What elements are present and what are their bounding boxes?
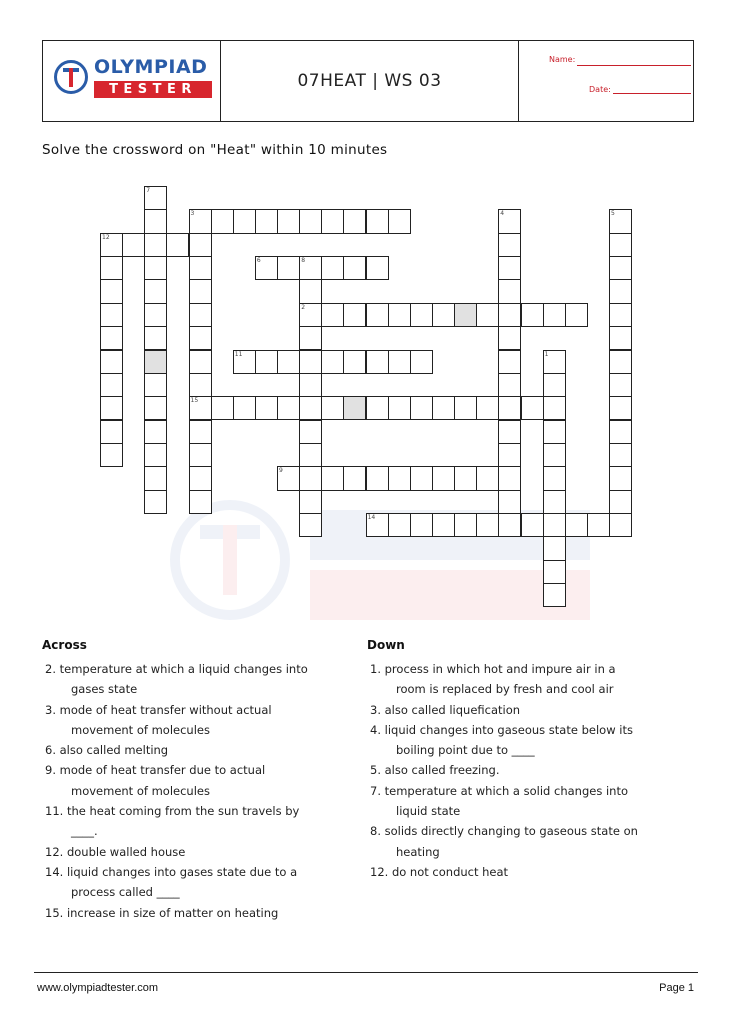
- crossword-cell[interactable]: [233, 396, 256, 420]
- crossword-cell[interactable]: [343, 209, 366, 233]
- crossword-cell[interactable]: [521, 303, 544, 327]
- crossword-cell[interactable]: [388, 209, 411, 233]
- crossword-cell[interactable]: [498, 279, 521, 303]
- crossword-cell[interactable]: [565, 513, 588, 537]
- crossword-cell[interactable]: [211, 396, 234, 420]
- crossword-cell[interactable]: [366, 396, 389, 420]
- crossword-cell[interactable]: [498, 466, 521, 490]
- clue-text: 15. increase in size of matter on heating: [45, 905, 279, 920]
- across-clue: [45, 862, 355, 903]
- down-heading: Down: [367, 638, 405, 652]
- across-heading: Across: [42, 638, 87, 652]
- crossword-cell[interactable]: [565, 303, 588, 327]
- crossword-cell[interactable]: [343, 350, 366, 374]
- clue-text: 4. liquid changes into gaseous state below its: [370, 722, 633, 737]
- crossword-cell[interactable]: [255, 350, 278, 374]
- crossword-cell[interactable]: [255, 209, 278, 233]
- crossword-cell[interactable]: [144, 186, 167, 210]
- clue-continuation: liquid state: [396, 804, 461, 819]
- crossword-cell[interactable]: [233, 209, 256, 233]
- crossword-cell[interactable]: [299, 443, 322, 467]
- crossword-cell[interactable]: [189, 256, 212, 280]
- across-clue: [45, 700, 355, 741]
- crossword-cell[interactable]: [321, 396, 344, 420]
- crossword-cell[interactable]: [366, 466, 389, 490]
- name-field[interactable]: [577, 65, 691, 66]
- clue-text: 14. liquid changes into gases state due to a: [45, 864, 298, 879]
- crossword-cell[interactable]: [299, 466, 322, 490]
- clue-continuation: room is replaced by fresh and cool air: [396, 682, 614, 697]
- crossword-cell[interactable]: [388, 396, 411, 420]
- crossword-cell[interactable]: [609, 513, 632, 537]
- crossword-cell[interactable]: [299, 326, 322, 350]
- clue-number: 4: [500, 210, 505, 218]
- crossword-cell[interactable]: [144, 420, 167, 444]
- crossword-cell[interactable]: [410, 303, 433, 327]
- crossword-cell[interactable]: [498, 420, 521, 444]
- crossword-cell[interactable]: [189, 396, 212, 420]
- crossword-cell[interactable]: [321, 466, 344, 490]
- crossword-cell[interactable]: [100, 256, 123, 280]
- crossword-cell[interactable]: [543, 583, 566, 607]
- crossword-cell[interactable]: [543, 420, 566, 444]
- crossword-cell[interactable]: [498, 443, 521, 467]
- logo-word: OLYMPIAD: [94, 56, 208, 78]
- crossword-cell[interactable]: [388, 350, 411, 374]
- clue-number: 9: [279, 467, 283, 475]
- instruction-text: Solve the crossword on "Heat" within 10 minutes: [42, 142, 388, 158]
- crossword-cell[interactable]: [189, 466, 212, 490]
- crossword-cell[interactable]: [299, 420, 322, 444]
- crossword-cell[interactable]: [543, 513, 566, 537]
- crossword-cell[interactable]: [144, 256, 167, 280]
- crossword-cell[interactable]: [343, 466, 366, 490]
- crossword-cell[interactable]: [498, 350, 521, 374]
- clue-number: 12: [102, 233, 110, 241]
- crossword-cell[interactable]: [543, 443, 566, 467]
- clue-text: 7. temperature at which a solid changes into: [370, 783, 629, 798]
- crossword-cell[interactable]: [299, 490, 322, 514]
- crossword-cell[interactable]: [100, 396, 123, 420]
- crossword-cell[interactable]: [432, 466, 455, 490]
- crossword-cell[interactable]: [609, 279, 632, 303]
- clue-text: 5. also called freezing.: [370, 763, 500, 778]
- crossword-cell[interactable]: [100, 279, 123, 303]
- crossword-cell[interactable]: [609, 420, 632, 444]
- crossword-cell[interactable]: [321, 209, 344, 233]
- date-label: Date:: [589, 85, 611, 94]
- crossword-cell[interactable]: [277, 396, 300, 420]
- clue-continuation: process called ____: [71, 885, 180, 900]
- crossword-cell[interactable]: [498, 303, 521, 327]
- crossword-cell[interactable]: [476, 396, 499, 420]
- crossword-cell[interactable]: [100, 303, 123, 327]
- crossword-cell[interactable]: [543, 303, 566, 327]
- across-clue: [45, 801, 355, 842]
- crossword-cell[interactable]: [366, 256, 389, 280]
- crossword-cell[interactable]: [609, 396, 632, 420]
- crossword-cell[interactable]: [543, 466, 566, 490]
- crossword-cell[interactable]: [410, 350, 433, 374]
- crossword-cell[interactable]: [299, 279, 322, 303]
- crossword-cell[interactable]: [100, 326, 123, 350]
- crossword-cell[interactable]: [233, 350, 256, 374]
- crossword-cell[interactable]: [343, 256, 366, 280]
- crossword-cell[interactable]: [366, 513, 389, 537]
- crossword-cell[interactable]: [122, 233, 145, 257]
- crossword-cell[interactable]: [100, 420, 123, 444]
- crossword-cell[interactable]: [166, 233, 189, 257]
- across-clues: [45, 659, 355, 923]
- clue-number: 11: [234, 350, 243, 358]
- crossword-cell[interactable]: [189, 350, 212, 374]
- crossword-cell[interactable]: [299, 256, 322, 280]
- crossword-cell[interactable]: [543, 490, 566, 514]
- crossword-cell[interactable]: [189, 326, 212, 350]
- crossword-cell[interactable]: [388, 513, 411, 537]
- crossword-cell[interactable]: [321, 350, 344, 374]
- crossword-cell[interactable]: [189, 279, 212, 303]
- crossword-cell[interactable]: [454, 513, 477, 537]
- clue-text: 1. process in which hot and impure air in a: [370, 662, 616, 676]
- clue-number: 15: [190, 397, 199, 405]
- crossword-cell[interactable]: [498, 490, 521, 514]
- clue-text: 8. solids directly changing to gaseous state on: [370, 824, 638, 839]
- footer-url: www.olympiadtester.com: [37, 982, 159, 994]
- clue-text: 9. mode of heat transfer due to actual: [45, 763, 266, 778]
- crossword-cell[interactable]: [144, 326, 167, 350]
- down-clue: [370, 720, 690, 761]
- crossword-cell[interactable]: [609, 326, 632, 350]
- crossword-cell[interactable]: [609, 373, 632, 397]
- crossword-cell[interactable]: [432, 513, 455, 537]
- clue-number: 5: [611, 210, 615, 218]
- crossword-cell[interactable]: [609, 209, 632, 233]
- crossword-cell[interactable]: [189, 490, 212, 514]
- logo: [43, 41, 221, 121]
- student-fields: [519, 41, 693, 121]
- crossword-cell[interactable]: [189, 373, 212, 397]
- crossword-cell[interactable]: [521, 513, 544, 537]
- down-clue: [370, 760, 690, 780]
- clue-number: 8: [301, 257, 306, 265]
- crossword-cell[interactable]: [299, 396, 322, 420]
- down-clue: [370, 700, 690, 720]
- crossword-cell[interactable]: [321, 303, 344, 327]
- crossword-cell[interactable]: [277, 466, 300, 490]
- crossword-cell[interactable]: [144, 373, 167, 397]
- crossword-cell[interactable]: [144, 209, 167, 233]
- crossword-cell[interactable]: [100, 350, 123, 374]
- crossword-cell[interactable]: [410, 513, 433, 537]
- clue-continuation: heating: [396, 844, 440, 859]
- crossword-cell[interactable]: [410, 466, 433, 490]
- clue-number: 2: [301, 303, 306, 311]
- crossword-cell[interactable]: [498, 326, 521, 350]
- crossword-cell[interactable]: [498, 373, 521, 397]
- crossword-cell[interactable]: [343, 303, 366, 327]
- across-clue: [45, 659, 355, 700]
- worksheet-title: 07HEAT | WS 03: [221, 41, 519, 121]
- crossword-cell[interactable]: [543, 396, 566, 420]
- crossword-cell[interactable]: [454, 303, 477, 327]
- crossword-cell[interactable]: [498, 209, 521, 233]
- crossword-cell[interactable]: [299, 209, 322, 233]
- crossword-cell[interactable]: [100, 443, 123, 467]
- crossword-cell[interactable]: [144, 490, 167, 514]
- clue-number: 7: [146, 187, 151, 194]
- crossword-cell[interactable]: [432, 303, 455, 327]
- crossword-cell[interactable]: [454, 396, 477, 420]
- across-clue: [45, 740, 355, 760]
- crossword-cell[interactable]: [410, 396, 433, 420]
- crossword-cell[interactable]: [543, 350, 566, 374]
- crossword-cell[interactable]: [277, 350, 300, 374]
- crossword-cell[interactable]: [144, 443, 167, 467]
- crossword-cell[interactable]: [366, 303, 389, 327]
- crossword-cell[interactable]: [366, 350, 389, 374]
- clue-number: 3: [190, 210, 195, 218]
- crossword-cell[interactable]: [476, 466, 499, 490]
- crossword-cell[interactable]: [100, 233, 123, 257]
- crossword-cell[interactable]: [299, 350, 322, 374]
- across-clue: [45, 842, 355, 862]
- crossword-cell[interactable]: [609, 443, 632, 467]
- clue-text: 3. mode of heat transfer without actual: [45, 702, 272, 717]
- date-field[interactable]: [613, 93, 691, 94]
- clue-continuation: gases state: [71, 682, 138, 697]
- crossword-cell[interactable]: [144, 350, 167, 374]
- worksheet-header: [42, 40, 694, 122]
- crossword-cell[interactable]: [609, 490, 632, 514]
- crossword-cell[interactable]: [144, 396, 167, 420]
- crossword-cell[interactable]: [255, 396, 278, 420]
- crossword-cell[interactable]: [321, 256, 344, 280]
- clue-continuation: movement of molecules: [71, 722, 210, 737]
- crossword-cell[interactable]: [189, 443, 212, 467]
- crossword-cell[interactable]: [609, 350, 632, 374]
- crossword-cell[interactable]: [144, 466, 167, 490]
- crossword-cell[interactable]: [521, 396, 544, 420]
- crossword-cell[interactable]: [299, 513, 322, 537]
- crossword-cell[interactable]: [299, 303, 322, 327]
- down-clue: [370, 781, 690, 822]
- down-clue: [370, 862, 690, 882]
- crossword-cell[interactable]: [587, 513, 610, 537]
- crossword-cell[interactable]: [277, 256, 300, 280]
- page-number: Page 1: [659, 982, 694, 994]
- clue-continuation: movement of molecules: [71, 783, 210, 798]
- crossword-cell[interactable]: [609, 233, 632, 257]
- across-clue: [45, 903, 355, 923]
- clue-text: 12. double walled house: [45, 844, 186, 859]
- logo-subword: TESTER: [94, 81, 212, 98]
- crossword-cell[interactable]: [189, 233, 212, 257]
- crossword-cell[interactable]: [498, 256, 521, 280]
- clue-text: 11. the heat coming from the sun travels by: [45, 804, 300, 819]
- clue-continuation: boiling point due to ____: [396, 743, 535, 758]
- clue-number: 6: [256, 257, 261, 265]
- clue-text: 12. do not conduct heat: [370, 864, 509, 879]
- crossword-cell[interactable]: [609, 256, 632, 280]
- clue-text: 6. also called melting: [45, 743, 169, 758]
- crossword-cell[interactable]: [144, 233, 167, 257]
- crossword-cell[interactable]: [255, 256, 278, 280]
- name-label: Name:: [549, 55, 576, 64]
- crossword-cell[interactable]: [476, 303, 499, 327]
- crossword-cell[interactable]: [299, 373, 322, 397]
- crossword-cell[interactable]: [144, 303, 167, 327]
- across-clue: [45, 760, 355, 801]
- clue-text: 3. also called liquefication: [370, 702, 521, 717]
- crossword-cell[interactable]: [498, 513, 521, 537]
- crossword-cell[interactable]: [543, 560, 566, 584]
- crossword-cell[interactable]: [144, 279, 167, 303]
- down-clue: [370, 659, 690, 700]
- clue-number: 14: [367, 513, 376, 521]
- down-clue: [370, 821, 690, 862]
- down-clues: [370, 659, 690, 882]
- crossword-cell[interactable]: [498, 233, 521, 257]
- crossword-cell[interactable]: [543, 536, 566, 560]
- crossword-cell[interactable]: [366, 209, 389, 233]
- crossword-cell[interactable]: [543, 373, 566, 397]
- crossword-cell[interactable]: [498, 396, 521, 420]
- crossword-cell[interactable]: [100, 373, 123, 397]
- clue-text: 2. temperature at which a liquid changes into: [45, 662, 308, 676]
- crossword-cell[interactable]: [343, 396, 366, 420]
- crossword-cell[interactable]: [189, 303, 212, 327]
- crossword-cell[interactable]: [189, 209, 212, 233]
- clue-number: 1: [544, 350, 549, 358]
- crossword-cell[interactable]: [211, 209, 234, 233]
- crossword-cell[interactable]: [189, 420, 212, 444]
- crossword-cell[interactable]: [609, 466, 632, 490]
- olympiad-tester-logo-icon: [53, 59, 89, 95]
- footer-divider: [34, 972, 698, 973]
- crossword-cell[interactable]: [432, 396, 455, 420]
- crossword-cell[interactable]: [454, 466, 477, 490]
- crossword-cell[interactable]: [388, 466, 411, 490]
- crossword-cell[interactable]: [609, 303, 632, 327]
- crossword-cell[interactable]: [277, 209, 300, 233]
- clue-continuation: ____.: [71, 824, 98, 839]
- crossword-cell[interactable]: [388, 303, 411, 327]
- crossword-cell[interactable]: [476, 513, 499, 537]
